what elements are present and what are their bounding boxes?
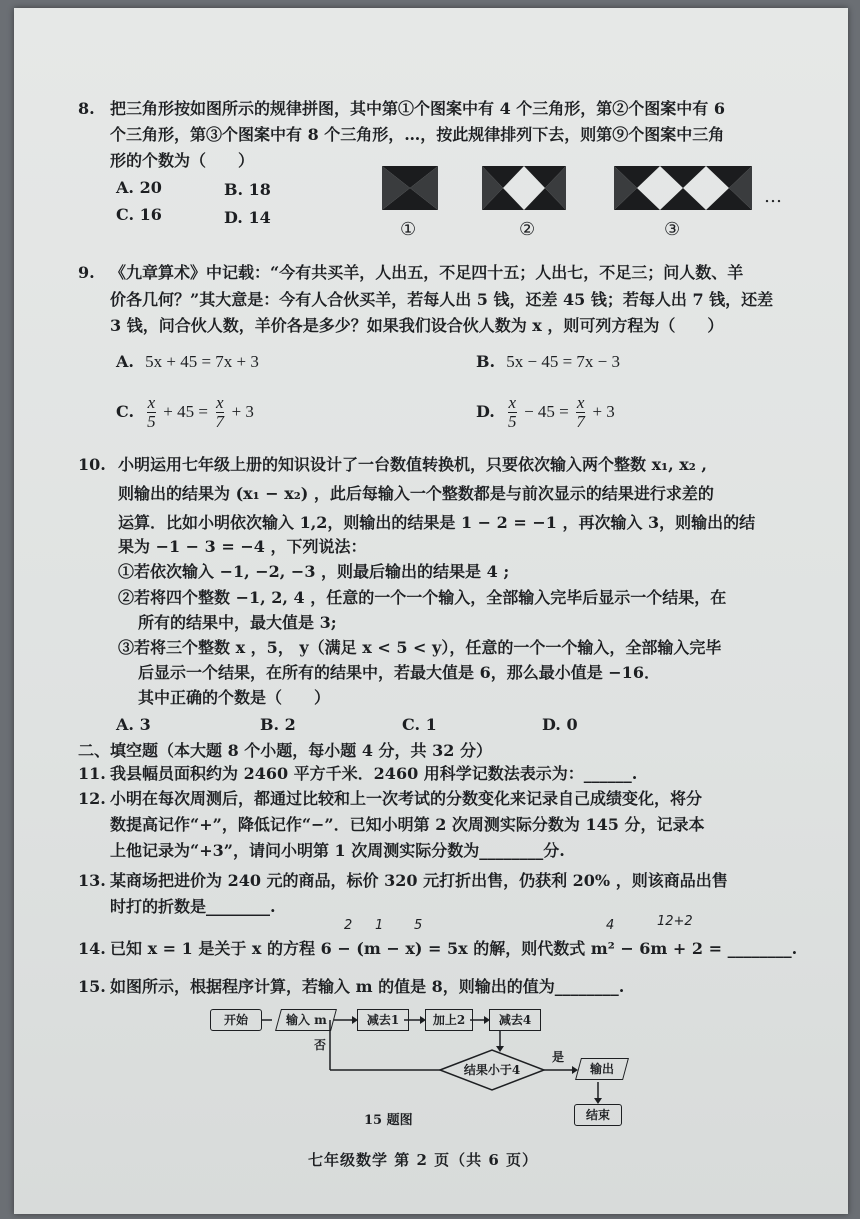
q12-number: 12. bbox=[78, 789, 106, 808]
flowchart-caption: 15 题图 bbox=[364, 1113, 413, 1128]
flowchart-start: 开始 bbox=[210, 1009, 262, 1031]
q8-figure-label-1: ① bbox=[400, 219, 417, 240]
flowchart-minus-4: 减去4 bbox=[489, 1009, 541, 1031]
handwritten-note-2: 1 bbox=[375, 918, 384, 933]
handwritten-note-1: 2 bbox=[344, 918, 353, 933]
q10-option-d: D. 0 bbox=[542, 715, 578, 734]
pattern-3 bbox=[614, 166, 752, 210]
q9-option-d: D. $\frac{x}{5}$ − 45 = $\frac{x}{7}$ + 3 bbox=[476, 393, 615, 431]
q9-line-1: 《九章算术》中记载：“今有共买羊，人出五，不足四十五；人出七，不足三；问人数、羊 bbox=[110, 263, 744, 282]
q9-number: 9. bbox=[78, 263, 95, 282]
q12-line-3: 上他记录为“+3”，请问小明第 1 次周测实际分数为________分. bbox=[110, 841, 565, 860]
q8-triangle-figures bbox=[374, 156, 794, 218]
pattern-1 bbox=[382, 166, 438, 210]
q11-text: 我县幅员面积约为 2460 平方千米．2460 用科学记数法表示为：______. bbox=[110, 764, 638, 783]
q13-number: 13. bbox=[78, 871, 106, 890]
q8-line-2: 个三角形，第③个图案中有 8 个三角形，…，按此规律排列下去，则第⑨个图案中三角 bbox=[110, 125, 725, 144]
q9-option-a: A. 5x + 45 = 7x + 3 bbox=[116, 352, 259, 371]
q8-line-1: 把三角形按如图所示的规律拼图，其中第①个图案中有 4 个三角形，第②个图案中有 6 bbox=[110, 99, 725, 118]
q8-number: 8. bbox=[78, 99, 95, 118]
q10-line-4: 果为 −1 − 3 = −4 ，下列说法： bbox=[118, 537, 367, 556]
q10-line-7: 所有的结果中，最大值是 3; bbox=[138, 613, 337, 632]
q14-number: 14. bbox=[78, 939, 106, 958]
q9-line-3: 3 钱，问合伙人数，羊价各是多少？如果我们设合伙人数为 x ，则可列方程为（ ） bbox=[110, 316, 724, 335]
page-footer: 七年级数学 第 2 页（共 6 页） bbox=[308, 1151, 538, 1169]
q10-line-6: ②若将四个整数 −1, 2, 4 ，任意的一个一个输入，全部输入完毕后显示一个结果，在 bbox=[118, 588, 727, 607]
q10-line-1: 小明运用七年级上册的知识设计了一台数值转换机，只要依次输入两个整数 x₁, x₂ , bbox=[118, 455, 707, 474]
q10-option-b: B. 2 bbox=[260, 715, 296, 734]
q8-figure-label-3: ③ bbox=[664, 219, 681, 240]
q8-option-d: D. 14 bbox=[224, 208, 271, 227]
q8-figure-label-2: ② bbox=[519, 219, 536, 240]
handwritten-note-4: 4 bbox=[606, 918, 615, 933]
q10-line-5: ①若依次输入 −1, −2, −3 ，则最后输出的结果是 4 ; bbox=[118, 562, 510, 581]
flowchart-minus-1: 减去1 bbox=[357, 1009, 409, 1031]
flowchart-yes-label: 是 bbox=[552, 1050, 565, 1064]
handwritten-note-5: 12+2 bbox=[657, 914, 693, 929]
q10-option-c: C. 1 bbox=[402, 715, 437, 734]
handwritten-note-3: 5 bbox=[414, 918, 423, 933]
q8-option-c: C. 16 bbox=[116, 205, 162, 224]
q8-ellipsis: … bbox=[764, 186, 782, 207]
q11-number: 11. bbox=[78, 764, 106, 783]
q15-number: 15. bbox=[78, 977, 106, 996]
q10-line-10: 其中正确的个数是（ ） bbox=[138, 688, 331, 707]
q8-option-b: B. 18 bbox=[224, 180, 271, 199]
q10-line-9: 后显示一个结果，在所有的结果中，若最大值是 6，那么最小值是 −16． bbox=[138, 663, 660, 682]
q10-line-8: ③若将三个整数 x ，5， y（满足 x < 5 < y），任意的一个一个输入，全部输入完毕 bbox=[118, 638, 722, 657]
q10-line-3: 运算．比如小明依次输入 1,2，则输出的结果是 1 − 2 = −1 ，再次输入 3，则输出的结 bbox=[118, 513, 756, 532]
flowchart-input: 输入 m bbox=[275, 1009, 337, 1031]
q15-text: 如图所示，根据程序计算，若输入 m 的值是 8，则输出的值为________. bbox=[110, 977, 625, 996]
pattern-2 bbox=[482, 166, 566, 210]
flowchart-output: 输出 bbox=[575, 1058, 629, 1080]
flowchart-plus-2: 加上2 bbox=[425, 1009, 473, 1031]
q10-option-a: A. 3 bbox=[116, 715, 151, 734]
q8-option-a: A. 20 bbox=[116, 178, 162, 197]
section-2-heading: 二、填空题（本大题 8 个小题，每小题 4 分，共 32 分） bbox=[78, 741, 492, 760]
q13-line-2: 时打的折数是________. bbox=[110, 897, 276, 916]
q10-number: 10. bbox=[78, 455, 106, 474]
flowchart-no-label: 否 bbox=[314, 1038, 327, 1052]
q12-line-2: 数提高记作“+”，降低记作“−”．已知小明第 2 次周测实际分数为 145 分，记录本 bbox=[110, 815, 705, 834]
q14-text: 已知 x = 1 是关于 x 的方程 6 − (m − x) = 5x 的解，则代数式 m² − 6m + 2 = ________. bbox=[110, 939, 798, 958]
q8-line-3: 形的个数为（ ） bbox=[110, 151, 255, 170]
flowchart-decision: 结果小于4 bbox=[463, 1063, 521, 1077]
q9-option-c: C. $\frac{x}{5}$ + 45 = $\frac{x}{7}$ + 3 bbox=[116, 393, 254, 431]
q10-line-2: 则输出的结果为 (x₁ − x₂) ，此后每输入一个整数都是与前次显示的结果进行求差的 bbox=[118, 484, 714, 503]
q12-line-1: 小明在每次周测后，都通过比较和上一次考试的分数变化来记录自己成绩变化，将分 bbox=[110, 789, 703, 808]
q9-line-2: 价各几何？”其大意是：今有人合伙买羊，若每人出 5 钱，还差 45 钱；若每人出 7 钱，还差 bbox=[110, 290, 774, 309]
q9-option-b: B. 5x − 45 = 7x − 3 bbox=[476, 352, 620, 371]
q13-line-1: 某商场把进价为 240 元的商品，标价 320 元打折出售，仍获利 20% ，则该商品出售 bbox=[110, 871, 728, 890]
exam-page bbox=[14, 8, 848, 1214]
flowchart-end: 结束 bbox=[574, 1104, 622, 1126]
